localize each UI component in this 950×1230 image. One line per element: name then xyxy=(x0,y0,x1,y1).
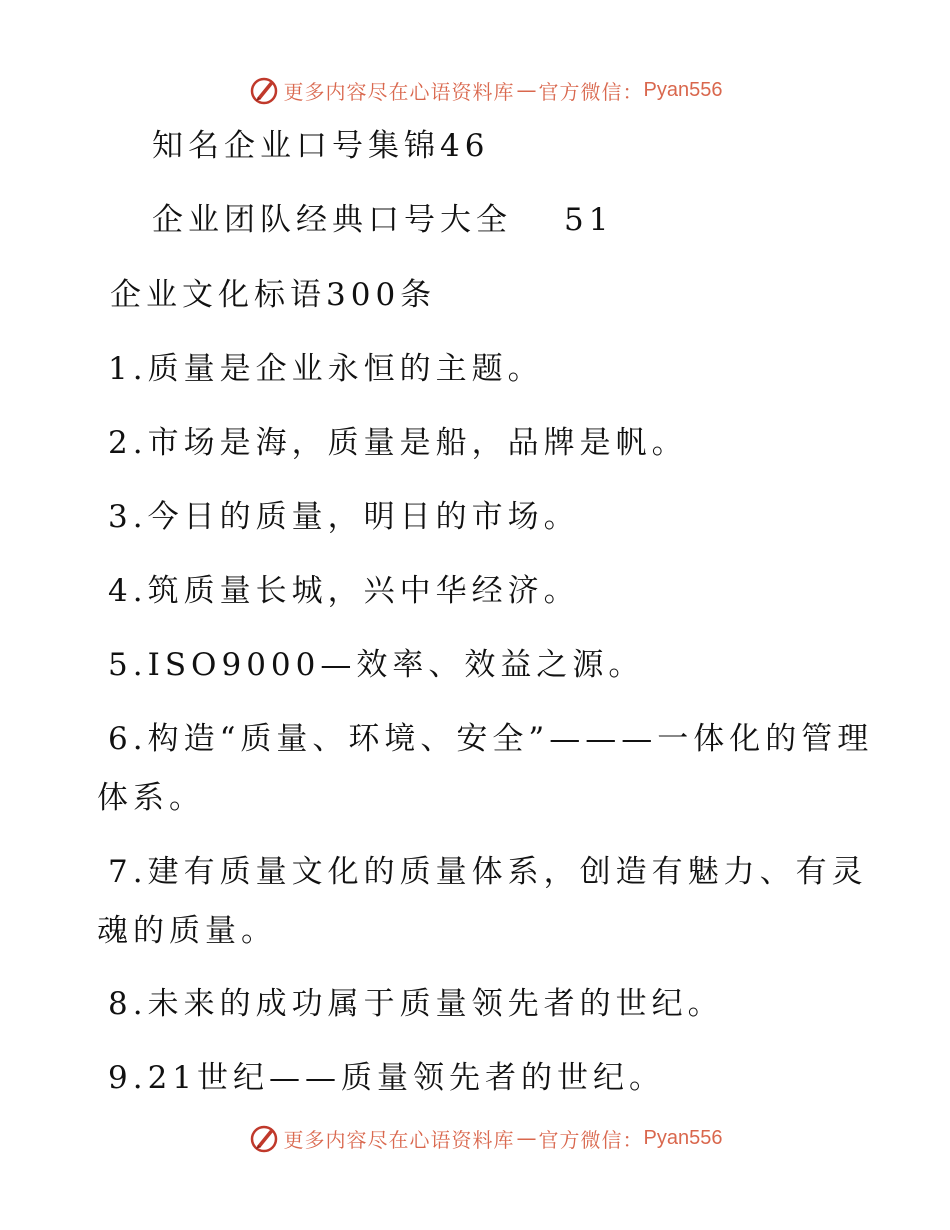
footer-banner-separator: — xyxy=(516,1126,537,1150)
footer-banner-handle: Pyan556 xyxy=(643,1126,723,1149)
quill-pen-logo-icon xyxy=(248,1122,280,1154)
footer-banner-content xyxy=(248,1122,723,1154)
list-item: 5.ISO9000—效率、效益之源。 xyxy=(108,647,645,683)
toc-entry-page: 46 xyxy=(440,128,490,164)
footer-banner xyxy=(0,1118,950,1158)
header-banner-separator: — xyxy=(516,78,537,102)
list-item: 1.质量是企业永恒的主题。 xyxy=(108,351,544,387)
list-item-continuation: 魂的质量。 xyxy=(97,913,277,949)
list-item: 3.今日的质量，明日的市场。 xyxy=(108,499,580,535)
header-banner-content xyxy=(248,74,723,106)
list-item: 7.建有质量文化的质量体系，创造有魅力、有灵 xyxy=(108,854,868,890)
section-title: 企业文化标语300条 xyxy=(110,277,437,313)
list-item: 8.未来的成功属于质量领先者的世纪。 xyxy=(108,986,724,1022)
list-item-continuation: 体系。 xyxy=(97,780,205,816)
quill-pen-logo-icon xyxy=(248,74,280,106)
toc-entry xyxy=(152,126,489,166)
header-banner-suffix: 官方微信： xyxy=(538,79,644,104)
list-item: 9.21世纪——质量领先者的世纪。 xyxy=(108,1060,666,1096)
header-banner-handle: Pyan556 xyxy=(643,78,723,101)
header-banner-text: 更多内容尽在心语资料库 xyxy=(283,79,515,104)
toc-entry xyxy=(152,200,613,240)
footer-banner-text: 更多内容尽在心语资料库 xyxy=(283,1127,515,1152)
header-banner xyxy=(0,70,950,110)
list-item: 4.筑质量长城，兴中华经济。 xyxy=(108,573,580,609)
toc-entry-title: 知名企业口号集锦 xyxy=(152,128,440,164)
list-item: 6.构造“质量、环境、安全”———一体化的管理 xyxy=(108,721,874,757)
toc-entry-title: 企业团队经典口号大全 xyxy=(152,202,512,238)
footer-banner-suffix: 官方微信： xyxy=(538,1127,644,1152)
toc-entry-page: 51 xyxy=(564,202,614,238)
list-item: 2.市场是海，质量是船，品牌是帆。 xyxy=(108,425,688,461)
